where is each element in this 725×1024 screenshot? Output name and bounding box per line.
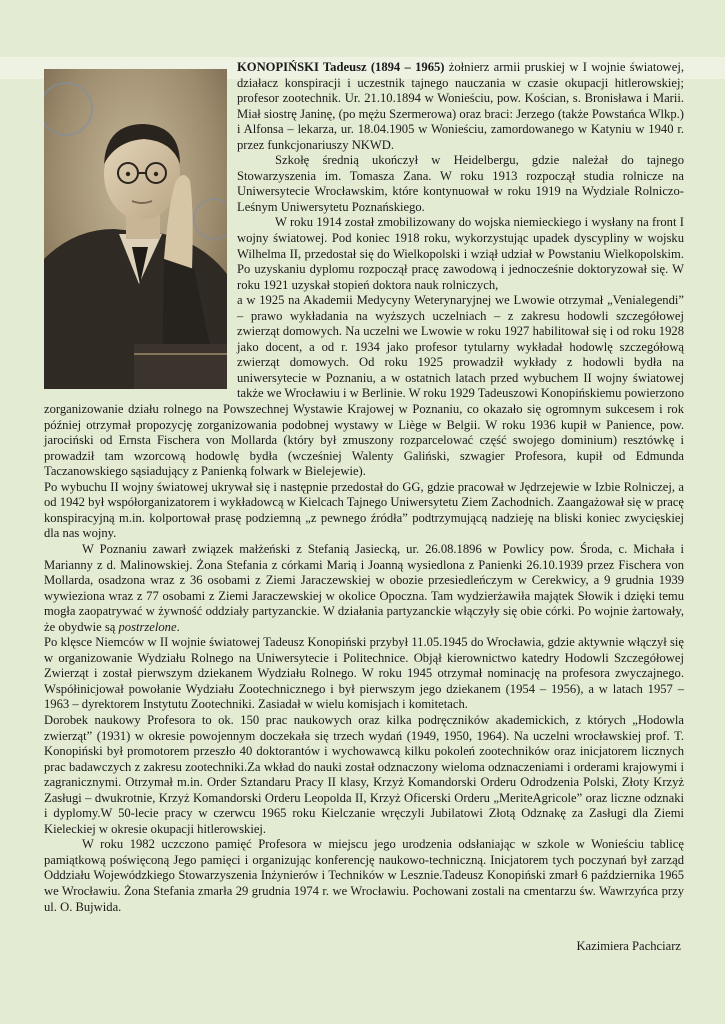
ww2-paragraph: Po wybuchu II wojny światowej ukrywał się i następnie przedostał do GG, gdzie pracował w Jędrzejewie w Izbie Rolniczej, a od 1942 był współorganizatorem i wykładowcą w Kielcach Tajnego Uniwersytetu Ziem Zachodnich. Zaangażował się w pracę konspiracyjną m.in. kolportował prasę podziemną „z pewnego źródła” podtrzymującą nadzieję na bliski koniec zwycięskiej dla nas wojny.: [44, 479, 684, 541]
marriage-end: .: [176, 619, 180, 634]
marriage-italic: postrzelone: [118, 619, 177, 634]
subject-name: KONOPIŃSKI Tadeusz (1894 – 1965): [237, 60, 445, 74]
war-paragraph: W roku 1914 został zmobilizowany do wojska niemieckiego i wysłany na front I wojny światowej. Pod koniec 1918 roku, wykorzystując upadek dyscypliny w wojsku Wilhelma II, przedostał się do Wielkopolski i wziął udział w Powstaniu Wielkopolskim. Po uzyskaniu dyplomu rozpoczął pracę zawodową i jednocześnie doktoryzował się. W roku 1921 uzyskał stopień doktora nauk rolniczych,: [237, 215, 684, 292]
lwow-paragraph: a w 1925 na Akademii Medycyny Weterynaryjnej we Lwowie otrzymał „Venialegendi” – prawo wykładania na wyższych uczelniach – z zakresu hodowli szczegółowej zwierząt domowych. Na uczelni we Lwowie w roku 1927 habilitował się i od roku 1928 jako docent, a od r. 1934 jako profesor tytularny wykładał hodowlę szczegółową zwierząt domowych. Od roku 1925 prowadził wykłady z hodowli bydła na uniwersytecie w Poznaniu, a w ostatnich latach przed wybuchem II wojny światowej także we Wrocławiu i w Berlinie. W roku 1929 Tadeuszowi Konopińskiemu powierzono zorganizowanie działu rolnego na Powszechnej Wystawie Krajowej w Poznaniu, co okazało się ogromnym sukcesem i rok później otrzymał propozycję zorganizowania podobnej wystawy w Liège w Belgii. W roku 1936 kupił w Panience, pow. jarociński od Ernsta Fischera von Mollarda (który był zmuszony rozparcelować część swojego dominium) resztówkę i prowadził tam wzorcową hodowlę bydła (wcześniej Walenty Galiński, szwagier Profesora, kupił od Edmunda Taczanowskiego sąsiadujący z Panienką folwark w Bielejewie).: [44, 293, 684, 479]
memory-paragraph: W roku 1982 uczczono pamięć Profesora w miejscu jego urodzenia odsłaniając w szkole w Wonieściu tablicę pamiątkową poświęconą Jego pamięci i organizując konferencję naukowo-techniczną. Inicjatorem tych poczynań był zarząd Oddziału Wojewódzkiego Stowarzyszenia Inżynierów i Techników w Lesznie.Tadeusz Konopiński zmarł 6 października 1965 we Wrocławiu. Żona Stefania zmarła 29 grudnia 1974 r. we Wrocławiu. Pochowani zostali na cmentarzu św. Wawrzyńca przy ul. O. Bujwida.: [44, 837, 684, 914]
author-signature: Kazimiera Pachciarz: [576, 939, 681, 953]
school-paragraph: Szkołę średnią ukończył w Heidelbergu, gdzie należał do tajnego Stowarzyszenia im. Tomasza Zana. W roku 1913 rozpoczął studia rolnicze na Uniwersytecie Wrocławskim, które kontynuował w roku 1919 na Wydziale Rolniczo-Leśnym Uniwersytetu Poznańskiego.: [237, 153, 684, 214]
works-paragraph: Dorobek naukowy Profesora to ok. 150 prac naukowych oraz kilka podręczników akademickich, z których „Hodowla zwierząt” (1931) w okresie powojennym doczekała się trzech wydań (1949, 1950, 1964). Na uczelni wrocławskiej prof. T. Konopiński był promotorem przeszło 40 doktorantów i wychowawcą kilku pokoleń zootechników oraz inicjatorem licznych prac badawczych z zakresu zootechniki.Za wkład do nauki został odznaczony wieloma odznaczeniami i orderami krajowymi i zagranicznymi. Otrzymał m.in. Order Sztandaru Pracy II klasy, Krzyż Komandorski Orderu Odrodzenia Polski, Złoty Krzyż Zasługi – dwukrotnie, Krzyż Komandorski Orderu Leopolda II, Krzyż Oficerski Orderu „MeriteAgricole” oraz liczne odznaki i dyplomy.W 50-lecie pracy w czerwcu 1965 roku Kielczanie wręczyli Jubilatowi Złotą Odznakę za Zasługi dla Ziemi Kieleckiej w okresie okupacji hitlerowskiej.: [44, 712, 684, 836]
wroclaw-paragraph: Po klęsce Niemców w II wojnie światowej Tadeusz Konopiński przybył 11.05.1945 do Wrocławia, gdzie aktywnie włączył się w organizowanie Wydziału Rolnego na Uniwersytecie i Politechnice. Objął kierownictwo katedry Hodowli Szczegółowej Zwierząt i został pierwszym dziekanem Wydziału Rolnego. W roku 1945 otrzymał nominację na profesora zwyczajnego. Współinicjował powołanie Wydziału Zootechnicznego i był pierwszym jego dziekanem (1954 – 1956), a w latach 1957 – 1963 – dyrektorem Instytutu Zootechniki. Zasiadał w wielu komisjach i komitetach.: [44, 635, 684, 712]
marriage-paragraph: [44, 542, 684, 635]
portrait-photo: [44, 69, 227, 389]
article-body: [44, 60, 684, 915]
intro-text: żołnierz armii pruskiej w I wojnie światowej, działacz konspiracji i uczestnik tajnego nauczania w czasie okupacji hitlerowskiej; profesor zootechnik. Ur. 21.10.1894 w Wonieściu, pow. Kościan, s. Bronisława i Marii. Miał siostrę Janinę, (po mężu Szermerowa) oraz braci: Jerzego (także Powstańca Wlkp.) i Alfonsa – lekarza, ur. 18.04.1905 w Wonieściu, zamordowanego w Katyniu w 1940 r. przez funkcjonariuszy NKWD.: [237, 60, 684, 152]
marriage-text: W Poznaniu zawarł związek małżeński z Stefanią Jasiecką, ur. 26.08.1896 w Powlicy pow. Środa, c. Michała i Marianny z d. Malinowskiej. Żona Stefania z córkami Marią i Joanną wysiedlona z Panienki 26.10.1939 przez Fischera von Mollarda, osadzona wraz z 36 osobami z Ziemi Jaraczewskiej w obozie przesiedleńczym w Cerekwicy, a 9 grudnia 1939 wywieziona wraz z 77 osobami z Ziemi Jaraczewskiej w okolice Opoczna. Tam wydzierżawiła majątek Słowik i dzięki temu mogła zaopatrywać w żywność oddziały partyzanckie. W działania partyzanckie włączyły się obie córki. Po wojnie żartowały, że obydwie są: [44, 541, 684, 634]
